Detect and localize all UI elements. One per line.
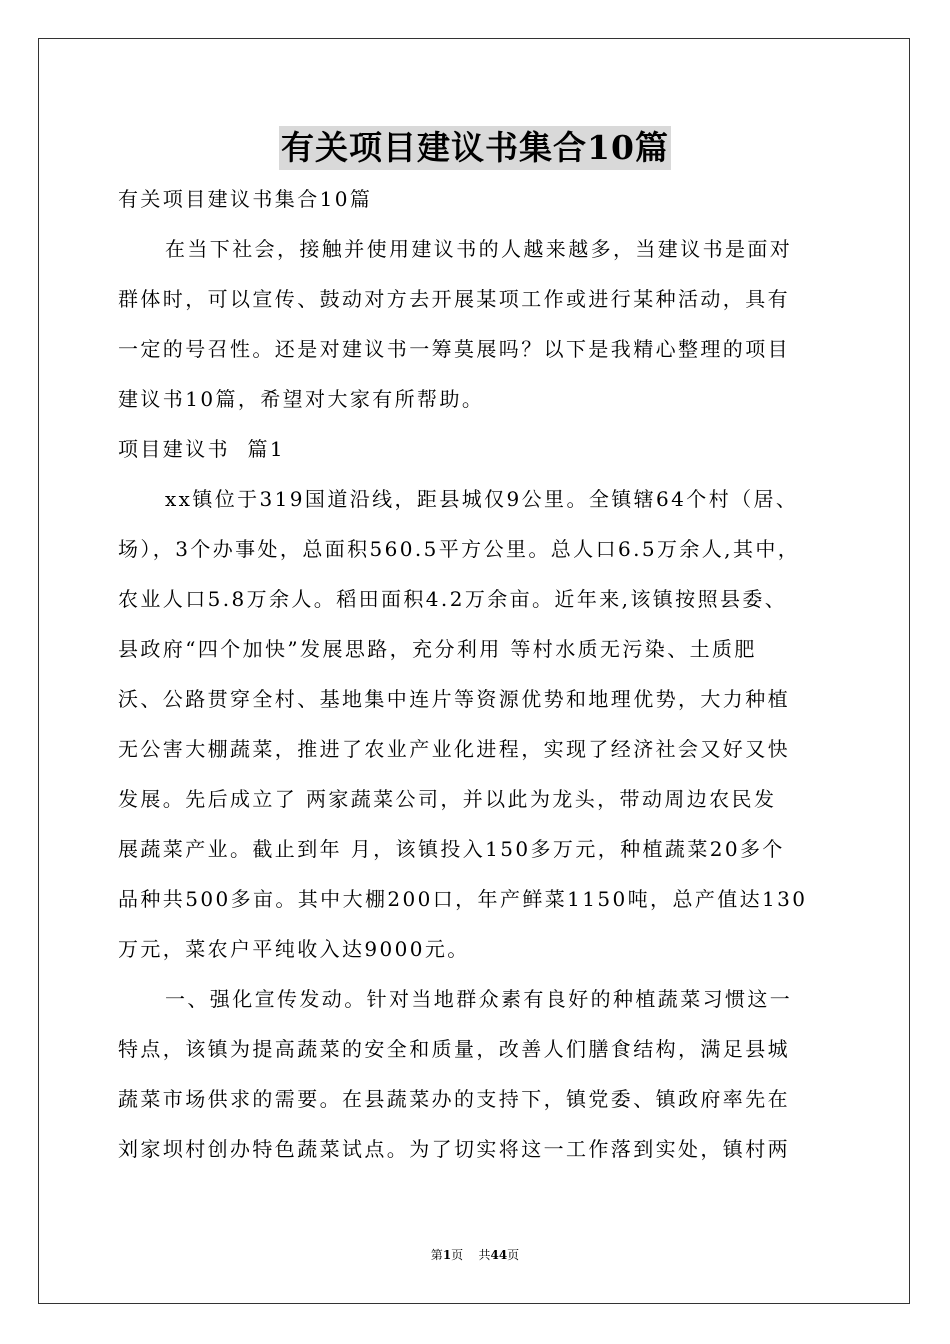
intro-line: 在当下社会，接触并使用建议书的人越来越多，当建议书是面对 (165, 237, 793, 261)
paragraph-line: 场），3个办事处，总面积560.5平方公里。总人口6.5万余人,其中， (118, 537, 801, 561)
section-heading: 项目建议书 篇1 (118, 437, 286, 461)
paragraph-line: xx镇位于319国道沿线，距县城仅9公里。全镇辖64个村（居、 (165, 487, 799, 511)
page-border (38, 38, 910, 1304)
document-title: 有关项目建议书集合10篇 (279, 126, 671, 170)
page-footer (0, 1246, 950, 1263)
paragraph-line: 刘家坝村创办特色蔬菜试点。为了切实将这一工作落到实处，镇村两 (118, 1137, 790, 1161)
paragraph-line: 发展。先后成立了 两家蔬菜公司，并以此为龙头，带动周边农民发 (118, 787, 777, 811)
title-container (0, 126, 950, 170)
intro-line: 一定的号召性。还是对建议书一筹莫展吗？以下是我精心整理的项目 (118, 337, 790, 361)
page-suffix: 页 (451, 1248, 464, 1262)
total-prefix: 共 (478, 1248, 491, 1262)
paragraph-line: 展蔬菜产业。截止到年 月，该镇投入150多万元，种植蔬菜20多个 (118, 837, 785, 861)
paragraph-line: 沃、公路贯穿全村、基地集中连片等资源优势和地理优势，大力种植 (118, 687, 790, 711)
document-subtitle: 有关项目建议书集合10篇 (118, 187, 373, 211)
paragraph-line: 特点，该镇为提高蔬菜的安全和质量，改善人们膳食结构，满足县城 (118, 1037, 790, 1061)
total-pages: 44 (490, 1248, 508, 1262)
total-suffix: 页 (507, 1248, 520, 1262)
page-number: 1 (442, 1248, 452, 1262)
paragraph-line: 蔬菜市场供求的需要。在县蔬菜办的支持下，镇党委、镇政府率先在 (118, 1087, 790, 1111)
paragraph-line: 农业人口5.8万余人。稻田面积4.2万余亩。近年来,该镇按照县委、 (118, 587, 788, 611)
page-prefix: 第 (430, 1248, 443, 1262)
paragraph-line: 一、强化宣传发动。针对当地群众素有良好的种植蔬菜习惯这一 (165, 987, 793, 1011)
intro-line: 建议书10篇，希望对大家有所帮助。 (118, 387, 485, 411)
paragraph-line: 县政府“四个加快”发展思路，充分利用 等村水质无污染、土质肥 (118, 637, 757, 661)
intro-line: 群体时，可以宣传、鼓动对方去开展某项工作或进行某种活动，具有 (118, 287, 790, 311)
paragraph-line: 无公害大棚蔬菜，推进了农业产业化进程，实现了经济社会又好又快 (118, 737, 790, 761)
paragraph-line: 万元，菜农户平纯收入达9000元。 (118, 937, 470, 961)
paragraph-line: 品种共500多亩。其中大棚200口，年产鲜菜1150吨，总产值达130 (118, 887, 808, 911)
